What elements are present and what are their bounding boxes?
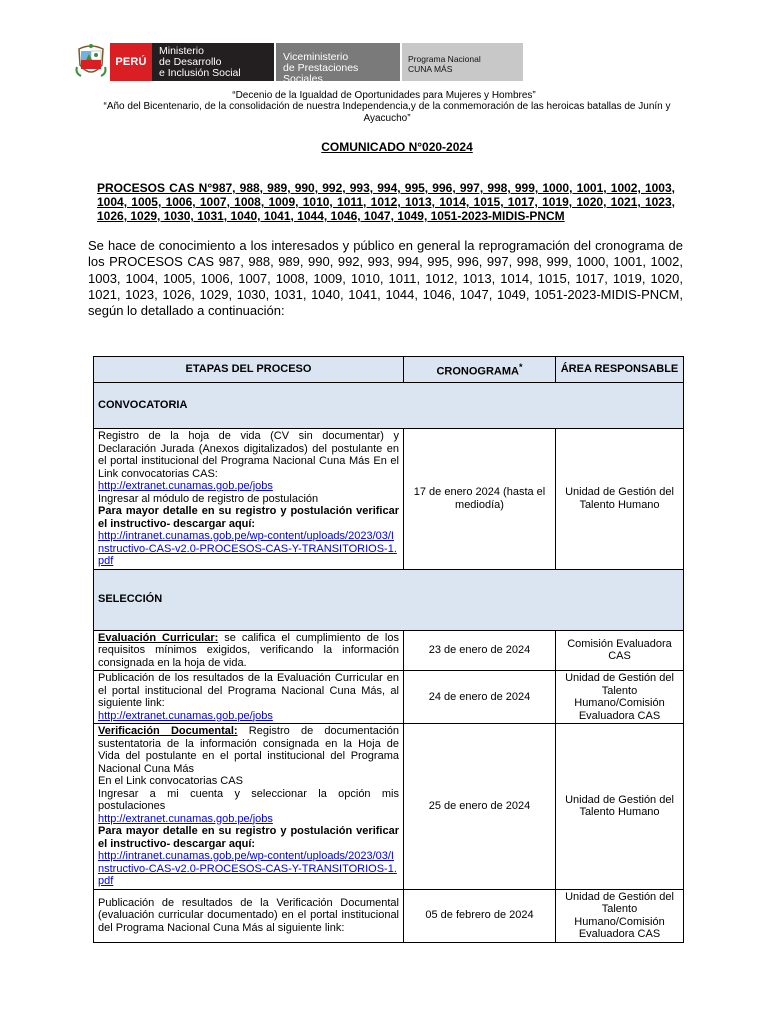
header-etapas-label: ETAPAS DEL PROCESO (185, 363, 312, 376)
cronograma-table (93, 356, 684, 943)
intro-paragraph: Se hace de conocimiento a los interesados y público en general la reprogramación del cronograma de los PROCESOS CAS 987, 988, 989, 990, 992, 993, 994, 995, 996, 997, 998, 999, 1000, 1001, 1002, 1003, 1004, 1005, 1006, 1007, 1008, 1009, 1010, 1011, 1012, 1013, 1014, 1015, 1017, 1019, 1020, 1021, 1023, 1026, 1029, 1030, 1031, 1040, 1041, 1044, 1046, 1047, 1049, 1051-2023-MIDIS-PNCM, según lo detallado a continuación: (88, 238, 683, 319)
table-row (94, 671, 684, 724)
row5-description: Publicación de resultados de la Verificación Documental (evaluación curricular documentado) en el portal institucional del Programa Nacional Cuna Más al siguiente link: (94, 889, 404, 942)
row4-text3: Ingresar a mi cuenta y seleccionar la opción mis postulaciones (98, 787, 399, 812)
row1-area: Unidad de Gestión del Talento Humano (556, 429, 684, 570)
peru-coat-of-arms-icon (75, 43, 107, 81)
anio-line: “Año del Bicentenario, de la consolidación de nuestra Independencia,y de la conmemoración de las heroicas batallas de Junín y Ayacucho” (103, 101, 671, 124)
viceministerio-line-1: Viceministerio (283, 51, 349, 63)
row3-description (94, 671, 404, 724)
row1-text2: Ingresar al módulo de registro de postulación (98, 492, 319, 505)
comunicado-title: COMUNICADO N°020-2024 (321, 140, 473, 154)
row1-date: 17 de enero 2024 (hasta el mediodía) (404, 429, 556, 570)
programa-line-2: CUNA MÁS (408, 64, 453, 74)
row4-instructivo-link[interactable]: http://intranet.cunamas.gob.pe/wp-content/uploads/2023/03/Instructivo-CAS-v2.0-PROCESOS-CAS-Y-TRANSITORIOS-1.pdf (98, 850, 397, 887)
section-row-seleccion (94, 569, 684, 630)
row1-instructivo-link[interactable]: http://intranet.cunamas.gob.pe/wp-content/uploads/2023/03/Instructivo-CAS-v2.0-PROCESOS-CAS-Y-TRANSITORIOS-1.pdf (98, 530, 397, 567)
table-row (94, 889, 684, 942)
decenio-line: “Decenio de la Igualdad de Oportunidades para Mujeres y Hombres” (232, 90, 536, 101)
table-row (94, 724, 684, 890)
row1-text1: Registro de la hoja de vida (CV sin documentar) y Declaración Jurada (Anexos digitalizados) del postulante en el portal institucional del Programa Nacional Cuna Más En el Link convocatorias CAS: (98, 430, 399, 480)
row2-label: Evaluación Curricular: (98, 631, 219, 644)
header-cronograma-mark: * (518, 361, 523, 372)
row4-date: 25 de enero de 2024 (404, 724, 556, 890)
row3-date: 24 de enero de 2024 (404, 671, 556, 724)
ministerio-logo (152, 43, 274, 81)
section-row-convocatoria (94, 383, 684, 429)
ministerio-line-2: de Desarrollo (159, 56, 222, 68)
viceministerio-line-2: de Prestaciones Sociales (283, 62, 359, 85)
row4-description (94, 724, 404, 890)
row3-area: Unidad de Gestión del Talento Humano/Comisión Evaluadora CAS (556, 671, 684, 724)
row5-area: Unidad de Gestión del Talento Humano/Comisión Evaluadora CAS (556, 889, 684, 942)
row1-description (94, 429, 404, 570)
row3-text: Publicación de los resultados de la Evaluación Curricular en el portal institucional del Programa Nacional Cuna Más, al siguiente link: (98, 672, 399, 709)
row3-jobs-link[interactable]: http://extranet.cunamas.gob.pe/jobs (98, 709, 273, 722)
row4-bold-instruction: Para mayor detalle en su registro y postulación verificar el instructivo- descargar aquí: (98, 825, 399, 850)
header-logo-bar (75, 43, 523, 85)
row4-area: Unidad de Gestión del Talento Humano (556, 724, 684, 890)
row2-text: se califica el cumplimiento de los requisitos mínimos exigidos, verificando la información consignada en la hoja de vida. (98, 631, 399, 669)
row5-date: 05 de febrero de 2024 (404, 889, 556, 942)
header-etapas (94, 357, 404, 383)
row4-label: Verificación Documental: (98, 725, 238, 737)
viceministerio-logo (276, 43, 400, 85)
row4-text2: En el Link convocatorias CAS (98, 775, 243, 787)
header-area-label: ÁREA RESPONSABLE (560, 363, 679, 376)
header-cronograma-label: CRONOGRAMA (436, 365, 519, 378)
header-cronograma (404, 357, 556, 383)
programa-logo (402, 43, 523, 81)
peru-label: PERÚ (115, 56, 147, 68)
table-header-row (94, 357, 684, 383)
row1-jobs-link[interactable]: http://extranet.cunamas.gob.pe/jobs (98, 480, 273, 492)
ministerio-line-3: e Inclusión Social (159, 67, 241, 79)
table-row (94, 429, 684, 570)
row2-date: 23 de enero de 2024 (404, 630, 556, 671)
row1-bold-instruction: Para mayor detalle en su registro y postulación verificar el instructivo- descargar aquí: (98, 505, 399, 530)
peru-logo (110, 43, 152, 81)
row4-text1: Registro de documentación sustentatoria de la información consignada en la Hoja de Vida del postulante en el portal institucional del Programa Nacional Cuna Más (98, 725, 399, 775)
section-convocatoria: CONVOCATORIA (94, 383, 684, 429)
row2-description (94, 630, 404, 671)
section-seleccion: SELECCIÓN (94, 569, 684, 630)
programa-line-1: Programa Nacional (408, 54, 481, 64)
procesos-title: PROCESOS CAS N°987, 988, 989, 990, 992, 993, 994, 995, 996, 997, 998, 999, 1000, 1001, 1002, 1003, 1004, 1005, 1006, 1007, 1008, 1009, 1010, 1011, 1012, 1013, 1014, 1015, 1017, 1019, 1020, 1021, 1023, 1026, 1029, 1030, 1031, 1040, 1041, 1044, 1046, 1047, 1049, 1051-2023-MIDIS-PNCM (97, 181, 675, 223)
row2-area: Comisión Evaluadora CAS (556, 630, 684, 671)
header-area (556, 357, 684, 383)
table-row (94, 630, 684, 671)
row4-jobs-link[interactable]: http://extranet.cunamas.gob.pe/jobs (98, 812, 273, 825)
ministerio-line-1: Ministerio (159, 45, 204, 57)
